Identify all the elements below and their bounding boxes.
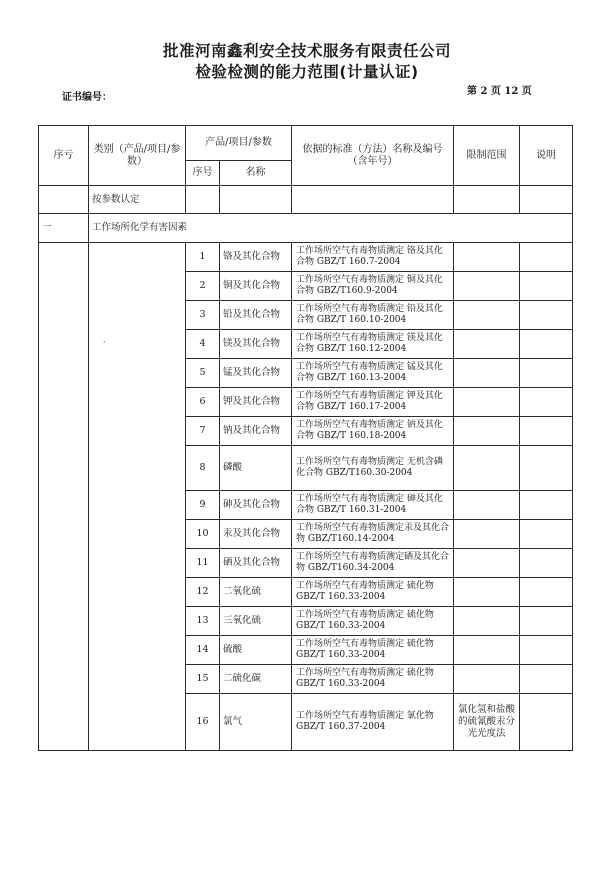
section-param-label: 按参数认定 — [89, 186, 186, 214]
section-row — [39, 186, 573, 214]
row-limit — [454, 636, 520, 665]
row-number: 16 — [186, 694, 220, 751]
row-note — [520, 359, 573, 388]
scan-mark: , — [103, 335, 106, 345]
row-limit — [454, 330, 520, 359]
row-limit — [454, 272, 520, 301]
header-sub-seq: 序号 — [186, 161, 220, 186]
row-limit — [454, 388, 520, 417]
table-row — [39, 243, 573, 272]
row-note — [520, 417, 573, 446]
row-name: 铅及其化合物 — [220, 301, 292, 330]
document-subtitle: 检验检测的能力范围(计量认证) — [195, 63, 419, 81]
row-limit — [454, 607, 520, 636]
row-standard: 工作场所空气有毒物质测定 铜及其化合物 GBZ/T160.9-2004 — [292, 272, 454, 301]
row-note — [520, 272, 573, 301]
row-name: 三氧化硫 — [220, 607, 292, 636]
category-span — [89, 243, 186, 751]
row-note — [520, 520, 573, 549]
row-standard: 工作场所空气有毒物质测定 铬及其化合物 GBZ/T 160.7-2004 — [292, 243, 454, 272]
capability-table — [38, 125, 573, 751]
row-number: 9 — [186, 491, 220, 520]
row-number: 3 — [186, 301, 220, 330]
group-seq: 一 — [39, 214, 89, 243]
row-name: 钾及其化合物 — [220, 388, 292, 417]
certificate-number-label: 证书编号： — [62, 92, 112, 103]
row-name: 硫酸 — [220, 636, 292, 665]
row-name: 二硫化碳 — [220, 665, 292, 694]
row-name: 汞及其化合物 — [220, 520, 292, 549]
row-note — [520, 388, 573, 417]
header-note: 说明 — [520, 126, 573, 186]
document-title: 批准河南鑫利安全技术服务有限责任公司 — [162, 42, 451, 60]
row-limit — [454, 520, 520, 549]
row-note — [520, 491, 573, 520]
header-sub-name: 名称 — [220, 161, 292, 186]
table-header-row — [39, 126, 573, 161]
row-limit — [454, 301, 520, 330]
row-number: 10 — [186, 520, 220, 549]
row-note — [520, 636, 573, 665]
row-standard: 工作场所空气有毒物质测定 钾及其化合物 GBZ/T 160.17-2004 — [292, 388, 454, 417]
row-name: 锰及其化合物 — [220, 359, 292, 388]
row-name: 硒及其化合物 — [220, 549, 292, 578]
group-title: 工作场所化学有害因素 — [89, 214, 573, 243]
row-limit — [454, 243, 520, 272]
row-standard: 工作场所空气有毒物质测定汞及其化合物 GBZ/T160.14-2004 — [292, 520, 454, 549]
row-number: 14 — [186, 636, 220, 665]
row-standard: 工作场所空气有毒物质测定 钠及其化合物 GBZ/T 160.18-2004 — [292, 417, 454, 446]
row-note — [520, 578, 573, 607]
row-name: 铜及其化合物 — [220, 272, 292, 301]
row-number: 11 — [186, 549, 220, 578]
row-note — [520, 665, 573, 694]
header-seq: 序亏 — [39, 126, 89, 186]
row-note — [520, 549, 573, 578]
row-name: 氯气 — [220, 694, 292, 751]
row-name: 铬及其化合物 — [220, 243, 292, 272]
row-number: 1 — [186, 243, 220, 272]
row-limit — [454, 491, 520, 520]
row-standard: 工作场所空气有毒物质测定 硫化物 GBZ/T 160.33-2004 — [292, 607, 454, 636]
row-standard: 工作场所空气有毒物质测定 硫化物 GBZ/T 160.33-2004 — [292, 665, 454, 694]
row-limit — [454, 578, 520, 607]
row-number: 5 — [186, 359, 220, 388]
header-product-group: 产品/项目/参数 — [186, 126, 292, 161]
row-number: 6 — [186, 388, 220, 417]
header-category: 类别（产品/项目/参数） — [89, 126, 186, 186]
header-limit: 限制范围 — [454, 126, 520, 186]
row-number: 4 — [186, 330, 220, 359]
row-limit — [454, 446, 520, 491]
row-standard: 工作场所空气有毒物质测定 镁及其化合物 GBZ/T 160.12-2004 — [292, 330, 454, 359]
row-number: 7 — [186, 417, 220, 446]
row-limit — [454, 549, 520, 578]
row-limit — [454, 359, 520, 388]
row-standard: 工作场所空气有毒物质测定 铅及其化合物 GBZ/T 160.10-2004 — [292, 301, 454, 330]
row-limit — [454, 665, 520, 694]
row-name: 镁及其化合物 — [220, 330, 292, 359]
row-standard: 工作场所空气有毒物质测定 无机含磷化合物 GBZ/T160.30-2004 — [292, 446, 454, 491]
row-number: 2 — [186, 272, 220, 301]
row-note — [520, 330, 573, 359]
row-note — [520, 607, 573, 636]
row-standard: 工作场所空气有毒物质测定硒及其化合物 GBZ/T160.34-2004 — [292, 549, 454, 578]
row-name: 钠及其化合物 — [220, 417, 292, 446]
row-standard: 工作场所空气有毒物质测定 硫化物 GBZ/T 160.33-2004 — [292, 636, 454, 665]
row-standard: 工作场所空气有毒物质测定 硫化物 GBZ/T 160.33-2004 — [292, 578, 454, 607]
page-indicator: 第 2 页 12 页 — [467, 86, 532, 97]
row-name: 二氧化硫 — [220, 578, 292, 607]
group-row — [39, 214, 573, 243]
row-standard: 工作场所空气有毒物质测定 锰及其化合物 GBZ/T 160.13-2004 — [292, 359, 454, 388]
row-number: 12 — [186, 578, 220, 607]
row-number: 8 — [186, 446, 220, 491]
row-name: 磷酸 — [220, 446, 292, 491]
row-limit — [454, 417, 520, 446]
row-number: 15 — [186, 665, 220, 694]
group-seq-span — [39, 243, 89, 751]
row-number: 13 — [186, 607, 220, 636]
row-limit: 氯化氢和盐酸的硫氰酸汞分光光度法 — [454, 694, 520, 751]
row-standard: 工作场所空气有毒物质测定 砷及其化合物 GBZ/T 160.31-2004 — [292, 491, 454, 520]
header-standard: 依据的标准（方法）名称及编号（含年号） — [292, 126, 454, 186]
row-note — [520, 446, 573, 491]
row-name: 砷及其化合物 — [220, 491, 292, 520]
row-standard: 工作场所空气有毒物质测定 氯化物 GBZ/T 160.37-2004 — [292, 694, 454, 751]
row-note — [520, 243, 573, 272]
row-note — [520, 694, 573, 751]
row-note — [520, 301, 573, 330]
